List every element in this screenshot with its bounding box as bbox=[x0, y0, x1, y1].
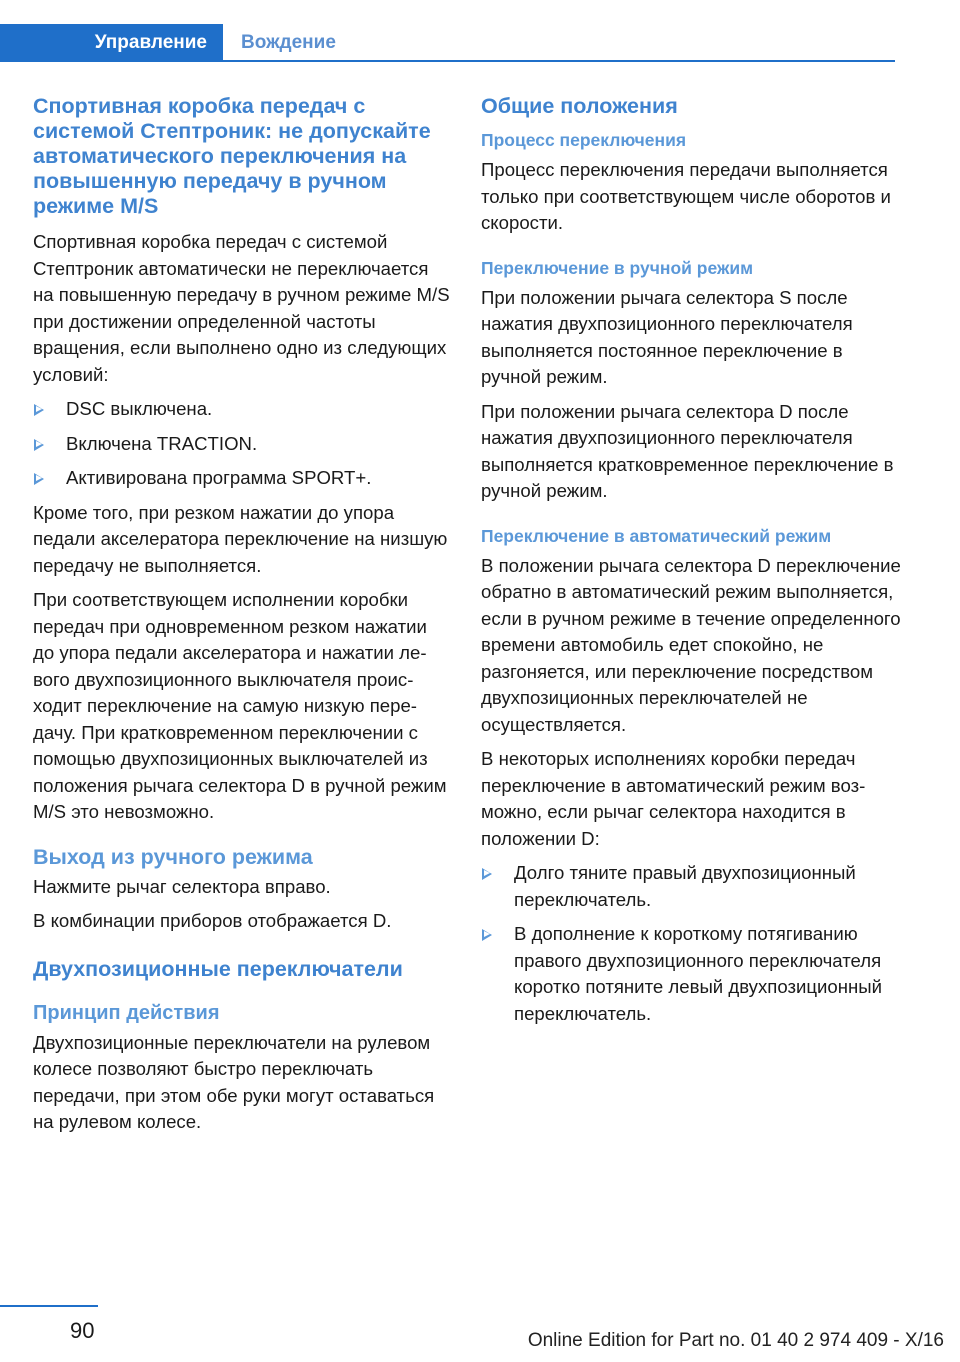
paragraph-exit-2: В комбинации приборов отображается D. bbox=[33, 910, 392, 931]
heading-principle: Принцип действия bbox=[33, 1001, 220, 1024]
footer-rule bbox=[0, 1305, 98, 1307]
list-item bbox=[33, 396, 453, 423]
list-item-text: В дополнение к короткому потягиванию правого двухпозиционного переключателя коротко потяните левый двухпозиционный переключатель. bbox=[514, 923, 883, 1024]
paragraph-exit-1: Нажмите рычаг селектора вправо. bbox=[33, 875, 331, 897]
heading-auto-mode: Переключение в автоматический режим bbox=[481, 525, 832, 546]
heading-paddles: Двухпозиционные переключатели bbox=[33, 956, 403, 981]
paragraph-manual-2: При положении рычага селектора D после нажатия двухпозиционного переключателя выполняется кратковременное переключение в ручной режим. bbox=[481, 400, 894, 501]
heading-general: Общие положения bbox=[481, 94, 678, 118]
left-column bbox=[33, 94, 453, 1144]
header-tabbar bbox=[0, 24, 895, 62]
paragraph-manual-1: При положении рычага селектора S после нажатия двухпозиционного переключателя выполняется постоянное переключение в ручной режим. bbox=[481, 286, 853, 387]
triangle-bullet-icon bbox=[482, 868, 492, 880]
list-item bbox=[33, 431, 453, 458]
list-item-text: DSC выключена. bbox=[66, 398, 213, 419]
heading-process: Процесс переключения bbox=[481, 130, 687, 150]
list-item-text: Активирована программа SPORT+. bbox=[66, 467, 372, 488]
list-item bbox=[481, 860, 901, 913]
list-item-text: Долго тяните правый двухпозиционный переключатель. bbox=[514, 862, 856, 910]
paragraph-principle: Двухпозиционные переключатели на рулевом колесе позволяют быстро переключать передачи, при этом обе руки могут оставаться на рулевом колесе. bbox=[33, 1031, 435, 1132]
heading-manual-mode: Переключение в ручной режим bbox=[481, 257, 754, 278]
right-column bbox=[481, 94, 901, 1035]
tab-control[interactable]: Управление bbox=[0, 24, 223, 62]
list-item bbox=[33, 465, 453, 492]
heading-exit-manual: Выход из ручного режима bbox=[33, 844, 313, 869]
triangle-bullet-icon bbox=[34, 473, 44, 485]
paragraph-process: Процесс переключения передачи выполняется только при соответствующем числе оборотов и скорости. bbox=[481, 159, 891, 233]
paragraph-sport-gearbox: Спортивная коробка передач с системой Стептроник автоматически не переключается на повышенную передачу в ручном режиме M/S при достижении определенной частоты вращения, если выполнено одно из следующих условий: bbox=[33, 231, 450, 385]
paragraph-auto-1: В положении рычага селектора D переключение обратно в автоматический режим выполняется, если в ручном режиме в течение определенного времени автомобиль едет спокойно, не разгоняется, или переключение посредством двухпозиционных переключателей не осуществляется. bbox=[481, 554, 901, 735]
tab-driving[interactable]: Вождение bbox=[241, 32, 336, 53]
auto-return-list bbox=[481, 860, 901, 1027]
paragraph-auto-2: В некоторых исполнениях коробки передач переключение в автоматический режим возможно, если рычаг селектора находится в положении D: bbox=[481, 748, 866, 849]
edition-watermark: Online Edition for Part no. 01 40 2 974 409 - X/16 bbox=[527, 1330, 944, 1351]
heading-sport-gearbox: Спортивная коробка передач с системой Стептроник: не допускайте автоматического переключения на повышенную передачу в ручном режиме M/S bbox=[33, 94, 431, 218]
paragraph-low-gear: При соответствующем исполнении коробки передач при одновременном резком нажатии до упора педали акселератора и нажатии левого двухпозиционного выключателя происходит переключение на самую низкую передачу. При кратковременном переключении с помощью двухпозиционных выключателей из положения рычага селектора D в ручной режим M/S это невозможно. bbox=[33, 589, 447, 822]
conditions-list bbox=[33, 396, 453, 492]
list-item bbox=[481, 921, 901, 1027]
triangle-bullet-icon bbox=[482, 929, 492, 941]
page-number: 90 bbox=[70, 1318, 95, 1343]
header-rule bbox=[0, 60, 895, 62]
paragraph-kickdown: Кроме того, при резком нажатии до упора педали акселератора переключение на низшую передачу не выполняется. bbox=[33, 501, 448, 576]
triangle-bullet-icon bbox=[34, 404, 44, 416]
triangle-bullet-icon bbox=[34, 439, 44, 451]
list-item-text: Включена TRACTION. bbox=[66, 432, 258, 454]
